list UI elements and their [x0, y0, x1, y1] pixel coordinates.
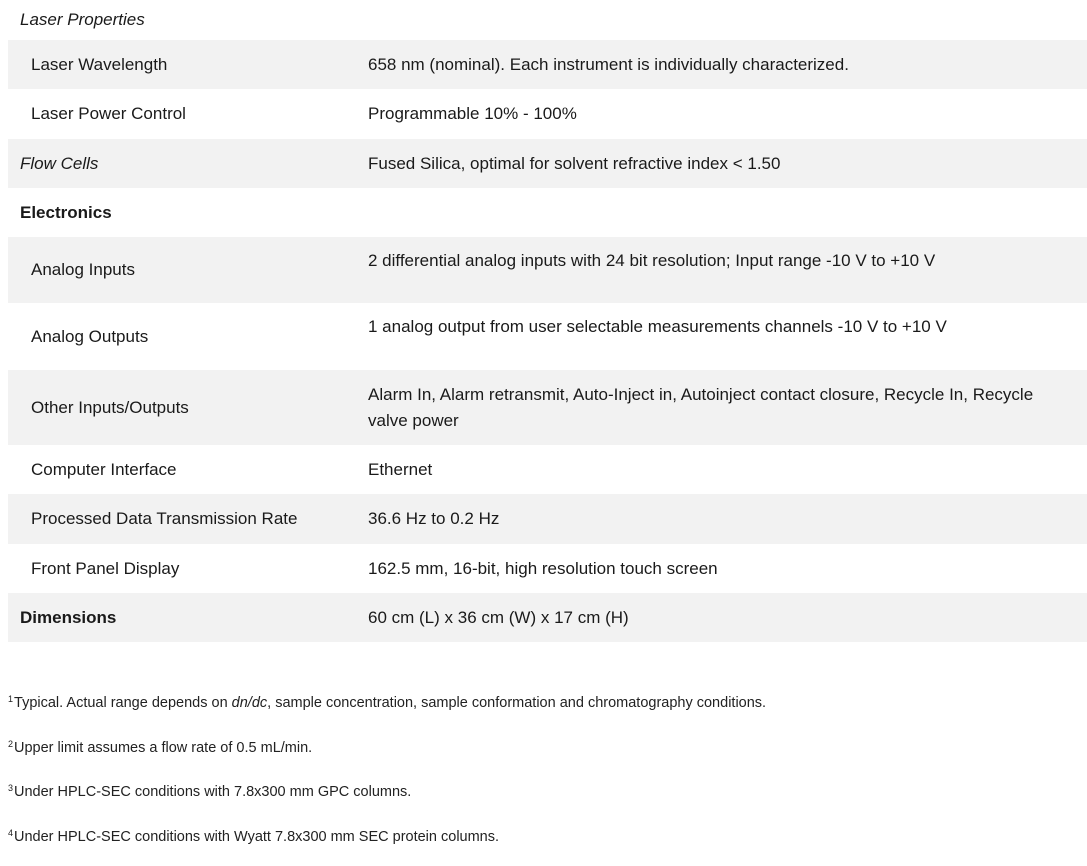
row-label-computer-interface: Computer Interface [31, 459, 177, 479]
row-value-processed-data-transmission-rate: 36.6 Hz to 0.2 Hz [368, 509, 500, 528]
footnote-text: Upper limit assumes a flow rate of 0.5 mL/min. [14, 739, 313, 756]
footnote-text: Typical. Actual range depends on [14, 695, 232, 711]
table-row [8, 89, 1087, 139]
table-row [8, 494, 1087, 544]
footnote-mark: 4 [8, 827, 14, 838]
row-value-electronics [368, 188, 1087, 237]
footnote-italic-term: dn/dc [231, 695, 268, 711]
footnote-2 [8, 733, 1078, 755]
footnote-1 [8, 688, 1078, 710]
footnote-mark: 1 [8, 694, 14, 704]
row-label-laser-power-control: Laser Power Control [31, 104, 186, 123]
table-row [8, 445, 1087, 494]
row-value-laser-power-control: Programmable 10% - 100% [368, 104, 577, 123]
footnote-3 [8, 777, 1078, 799]
row-value-other-inputs-outputs: Alarm In, Alarm retransmit, Auto-Inject in, Autoinject contact closure, Recycle In, Recycle valve power [368, 384, 1034, 430]
table-row [8, 303, 1087, 370]
row-label-laser-properties: Laser Properties [20, 10, 145, 29]
table-row [8, 139, 1087, 188]
table-row [8, 370, 1087, 445]
row-label-processed-data-transmission-rate: Processed Data Transmission Rate [31, 509, 298, 528]
row-label-analog-inputs: Analog Inputs [31, 260, 135, 279]
row-label-analog-outputs: Analog Outputs [31, 326, 149, 346]
row-value-flow-cells: Fused Silica, optimal for solvent refractive index < 1.50 [368, 153, 781, 173]
table-row [8, 188, 1087, 237]
table-row [8, 0, 1087, 40]
footnotes [8, 688, 1078, 866]
footnote-mark: 2 [8, 738, 14, 749]
row-label-other-inputs-outputs: Other Inputs/Outputs [31, 397, 189, 417]
row-value-laser-properties [368, 0, 1087, 40]
footnote-4 [8, 822, 1078, 844]
row-value-analog-outputs: 1 analog output from user selectable measurements channels -10 V to +10 V [368, 317, 947, 336]
row-label-electronics: Electronics [20, 202, 112, 222]
table-row [8, 544, 1087, 593]
row-label-flow-cells: Flow Cells [20, 153, 99, 173]
table-row [8, 593, 1087, 642]
footnote-mark: 3 [8, 783, 14, 793]
row-value-computer-interface: Ethernet [368, 459, 433, 479]
row-value-dimensions: 60 cm (L) x 36 cm (W) x 17 cm (H) [368, 607, 629, 627]
footnote-text: Under HPLC-SEC conditions with Wyatt 7.8x300 mm SEC protein columns. [14, 828, 500, 845]
row-label-laser-wavelength: Laser Wavelength [31, 54, 168, 74]
specifications-table [8, 0, 1087, 642]
row-label-dimensions: Dimensions [20, 607, 117, 627]
footnote-text: , sample concentration, sample conformation and chromatography conditions. [267, 695, 767, 711]
footnote-text: Under HPLC-SEC conditions with 7.8x300 mm GPC columns. [14, 784, 412, 800]
row-value-front-panel-display: 162.5 mm, 16-bit, high resolution touch screen [368, 558, 718, 578]
row-value-analog-inputs: 2 differential analog inputs with 24 bit resolution; Input range -10 V to +10 V [368, 251, 936, 270]
row-label-front-panel-display: Front Panel Display [31, 558, 180, 578]
table-row [8, 237, 1087, 303]
row-value-laser-wavelength: 658 nm (nominal). Each instrument is individually characterized. [368, 54, 849, 74]
table-row [8, 40, 1087, 89]
